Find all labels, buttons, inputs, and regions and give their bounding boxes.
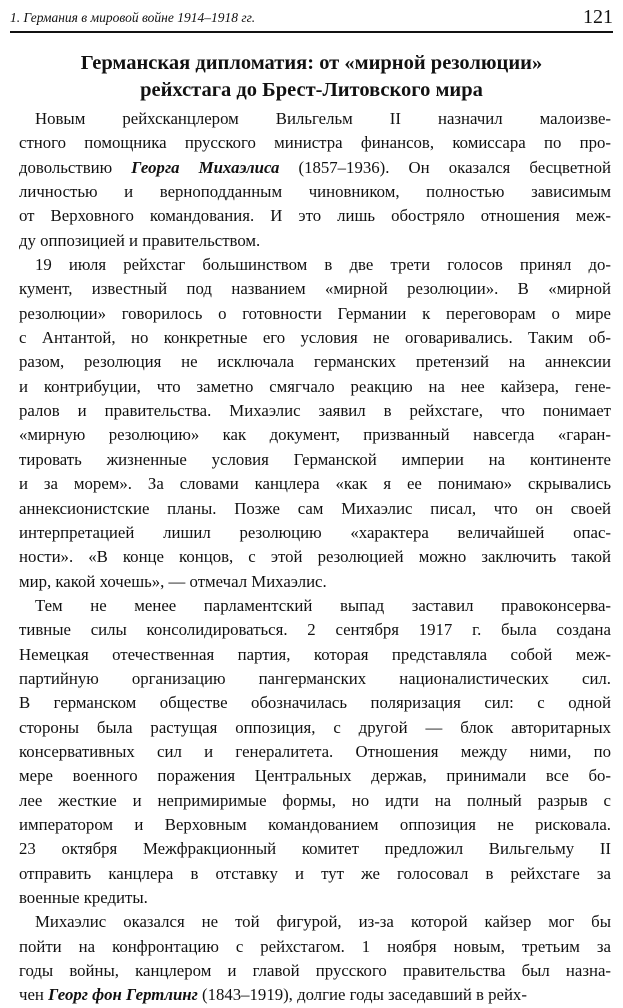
text-line: лее жесткие и непримиримые формы, но идти на полный разрыв с (19, 790, 611, 810)
text-line: стороны была растущая оппозиция, с другой — блок авторитарных (19, 717, 611, 737)
text-line: интерпретацией лишил резолюцию «характера величайшей опас- (19, 522, 611, 542)
text-line: личностью и верноподданным чиновником, полностью зависимым (19, 182, 611, 202)
running-head-title: 1. Германия в мировой войне 1914–1918 гг. (10, 10, 256, 25)
text-line: тировать жизненные условия Германской империи на континенте (19, 449, 611, 469)
text-line: пойти на конфронтацию с рейхстагом. 1 ноября новым, третьим за (19, 936, 611, 956)
text-line: от Верховного командования. И это лишь обостряло отношения меж- (19, 206, 611, 226)
text-line: с Антантой, но конкретные его условия не оговаривались. Таким об- (19, 328, 611, 348)
text-line: стного помощника прусского министра финансов, комиссара по про- (19, 133, 611, 153)
paragraph (19, 253, 611, 594)
text-line: партийную организацию пангерманских националистических сил. (19, 668, 611, 688)
section-heading-line-1: Германская дипломатия: от «мирной резолюции» (80, 52, 543, 74)
text-run: чен (19, 985, 49, 1005)
text-line: разом, резолюция не исключала германских претензий на аннексии (19, 352, 611, 372)
header-rule (10, 31, 613, 33)
text-line: ности». «В конце концов, с этой резолюцией можно заключить такой (19, 547, 611, 567)
text-line (19, 156, 611, 180)
text-line: аннексионистские планы. Позже сам Михаэлис писал, что он своей (19, 498, 611, 518)
paragraph (19, 107, 611, 253)
text-line: «мирную резолюцию» как документ, призванный навсегда «гаран- (19, 425, 611, 445)
text-line: военные кредиты. (19, 888, 148, 907)
section-heading (0, 50, 623, 104)
text-line: мере военного поражения Центральных держав, принимали все бо- (19, 766, 611, 786)
text-line: резолюции» говорилось о готовности Германии к переговорам о мире (19, 303, 611, 323)
text-line: годы войны, канцлером и главой прусского правительства был назна- (19, 961, 611, 981)
page-number: 121 (583, 6, 613, 28)
body-text (19, 107, 611, 1008)
paragraph (19, 594, 611, 910)
text-line: отправить канцлера в отставку и тут же голосовал в рейхстаге за (19, 863, 611, 883)
text-line: ду оппозицией и правительством. (19, 230, 261, 250)
paragraph (19, 910, 611, 1007)
text-line: ралов и правительства. Михаэлис заявил в рейхстаге, что понимает (19, 401, 611, 421)
text-line: мир, какой хочешь», — отмечал Михаэлис. (19, 571, 327, 591)
text-line: тивные силы консолидироваться. 2 сентября 1917 г. была создана (19, 620, 611, 640)
text-line: императором и Верховным командованием оппозиция не рисковала. (19, 814, 611, 834)
text-line: и контрибуции, что заметно смягчало реакцию на нее кайзера, гене- (19, 376, 611, 396)
text-line: Тем не менее парламентский выпад заставил правоконсерва- (35, 595, 611, 615)
running-head (10, 6, 613, 28)
text-line (19, 983, 611, 1007)
text-run: (1843–1919), долгие годы заседавший в рейх- (197, 985, 527, 1005)
text-run: довольствию (19, 157, 132, 177)
text-run: (1857–1936). Он оказался бесцветной (279, 157, 611, 177)
text-line: В германском обществе обозначилась поляризация сил: с одной (19, 693, 611, 713)
text-line: 19 июля рейхстаг большинством в две трети голосов принял до- (35, 255, 611, 275)
text-line: Новым рейхсканцлером Вильгельм II назначил малоизве- (35, 109, 611, 128)
person-name: Георга Михаэлиса (131, 157, 280, 177)
text-line: и за морем». За словами канцлера «как я ее понимаю» скрывались (19, 474, 611, 494)
text-line: Немецкая отечественная партия, которая представляла собой меж- (19, 644, 611, 664)
text-line: кумент, известный под названием «мирной резолюции». В «мирной (19, 279, 611, 299)
text-line: 23 октября Межфракционный комитет предложил Вильгельму II (19, 839, 611, 859)
text-line: консервативных сил и генералитета. Отношения между ними, по (19, 741, 611, 761)
person-name: Георг фон Гертлинг (48, 985, 198, 1005)
text-line: Михаэлис оказался не той фигурой, из-за которой кайзер мог бы (35, 912, 611, 932)
section-heading-line-2: рейхстага до Брест-Литовского мира (140, 79, 483, 101)
